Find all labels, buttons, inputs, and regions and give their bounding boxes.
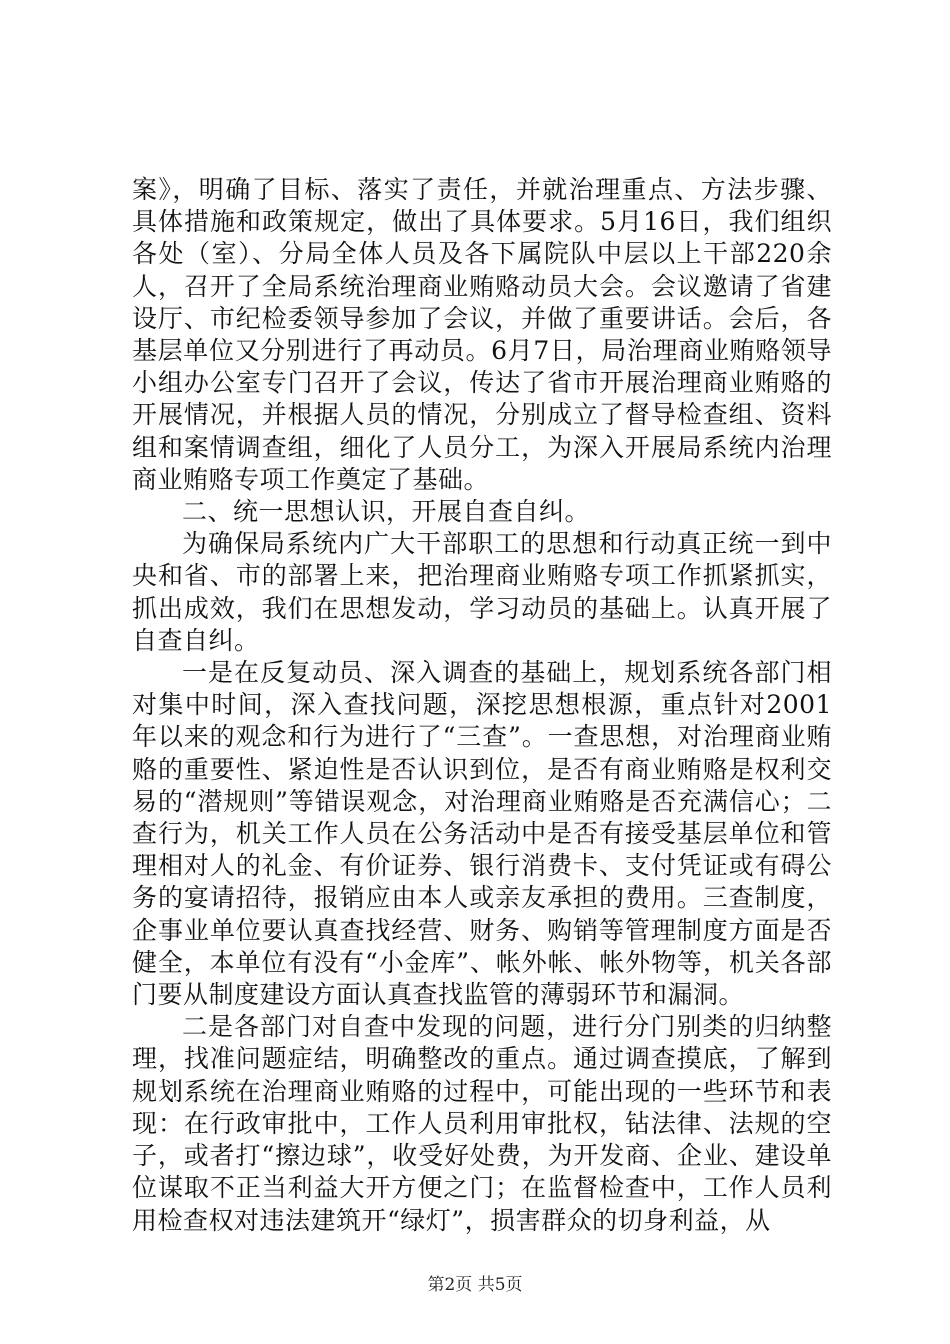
section-heading-2: 二、统一思想认识，开展自查自纠。: [182, 497, 591, 527]
paragraph-3: 为确保局系统内广大干部职工的思想和行动真正统一到中央和省、市的部署上来，把治理商业贿赂专项工作抓紧抓实，抓出成效，我们在思想发动，学习动员的基础上。认真开展了自查自纠。: [132, 529, 832, 655]
paragraph-4: 一是在反复动员、深入调查的基础上，规划系统各部门相对集中时间，深入查找问题，深挖思想根源，重点针对2001年以来的观念和行为进行了“三查”。一查思想，对治理商业贿赂的重要性、紧迫性是否认识到位，是否有商业贿赂是权利交易的“潜规则”等错误观念，对治理商业贿赂是否充满信心；二查行为，机关工作人员在公务活动中是否有接受基层单位和管理相对人的礼金、有价证券、银行消费卡、支付凭证或有碍公务的宴请招待，报销应由本人或亲友承担的费用。三查制度，企事业单位要认真查找经营、财务、购销等管理制度方面是否健全，本单位有没有“小金库”、帐外帐、帐外物等，机关各部门要从制度建设方面认真查找监管的薄弱环节和漏洞。: [132, 658, 832, 1010]
paragraph-1: 案》，明确了目标、落实了责任，并就治理重点、方法步骤、具体措施和政策规定，做出了具体要求。5月16日，我们组织各处（室）、分局全体人员及各下属院队中层以上干部220余人，召开了全局系统治理商业贿赂动员大会。会议邀请了省建设厅、市纪检委领导参加了会议，并做了重要讲话。会后，各基层单位又分别进行了再动员。6月7日，局治理商业贿赂领导小组办公室专门召开了会议，传达了省市开展治理商业贿赂的开展情况，并根据人员的情况，分别成立了督导检查组、资料组和案情调查组，细化了人员分工，为深入开展局系统内治理商业贿赂专项工作奠定了基础。: [132, 175, 832, 494]
document-body: [132, 174, 832, 1237]
page-footer: 第2页 共5页: [427, 1275, 523, 1295]
paragraph-5: 二是各部门对自查中发现的问题，进行分门别类的归纳整理，找准问题症结，明确整改的重点。通过调查摸底，了解到规划系统在治理商业贿赂的过程中，可能出现的一些环节和表现：在行政审批中，工作人员利用审批权，钻法律、法规的空子，或者打“擦边球”，收受好处费，为开发商、企业、建设单位谋取不正当利益大开方便之门；在监督检查中，工作人员利用检查权对违法建筑开“绿灯”，损害群众的切身利益，从: [132, 1012, 832, 1235]
